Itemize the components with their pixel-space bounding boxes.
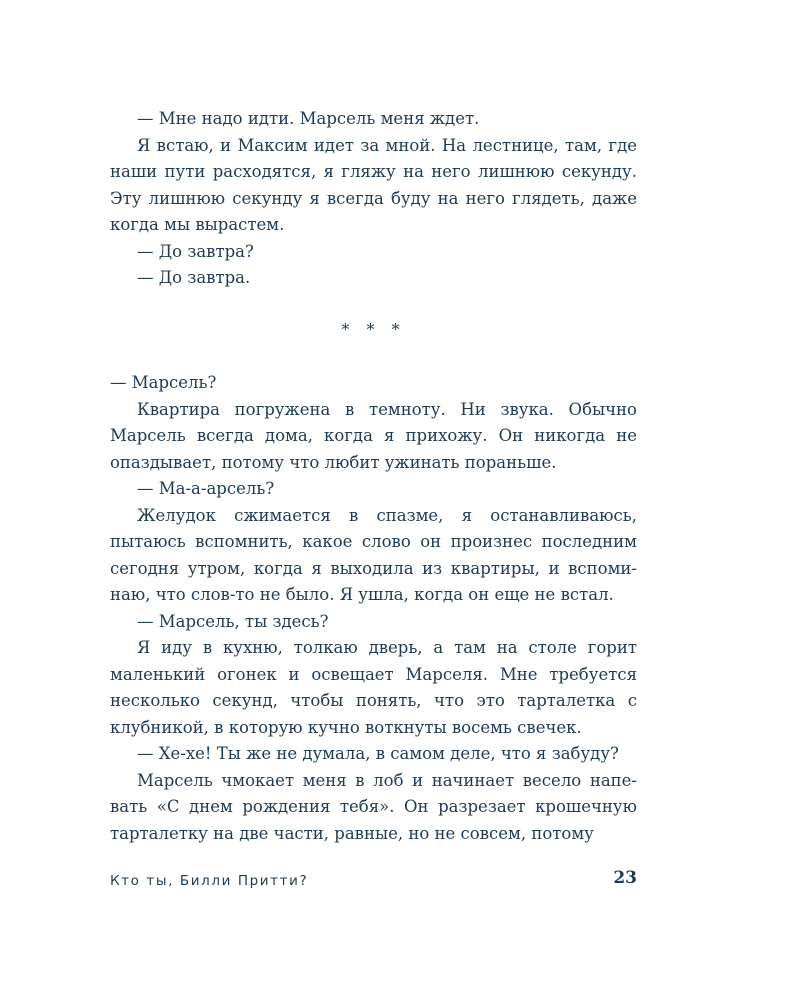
paragraph: — До завтра? xyxy=(137,241,254,261)
text-block-bottom xyxy=(110,370,637,847)
paragraph: — Ма-а-арсель? xyxy=(137,479,275,498)
paragraph: — Мне надо идти. Марсель меня ждет. xyxy=(137,109,480,128)
paragraph: — Марсель? xyxy=(110,373,217,392)
text-block-top xyxy=(110,106,637,292)
page-number: 23 xyxy=(613,868,637,888)
paragraph: Квартира погружена в темноту. Ни звука. Обычно Марсель всегда дома, когда я прихожу. Он никогда не опаздывает, потому что любит ужинать пораньше. xyxy=(110,399,637,472)
paragraph: Я иду в кухню, толкаю дверь, а там на столе горит маленький огонек и освещает Марселя. Мне требуется несколько секунд, чтобы понять, что это тарталетка с клубникой, в которую кучно воткнуты восемь свечек. xyxy=(110,638,637,737)
paragraph: Я встаю, и Максим идет за мной. На лестнице, там, где наши пути расходятся, я гляжу на него лишнюю секунду. Эту лишнюю секунду я всегда буду на него глядеть, даже когда мы вырастем. xyxy=(110,135,637,234)
paragraph: Желудок сжимается в спазме, я останавливаюсь, пытаюсь вспомнить, какое слово он произнес последним сегодня утром, когда я выходила из квартиры, и вспоминаю, что слов-то не было. Я ушла, когда он еще не встал. xyxy=(110,505,637,604)
paragraph: Марсель чмокает меня в лоб и начинает весело напевать «С днем рождения тебя». Он разрезает крошечную тарталетку на две части, равные, но не совсем, потому xyxy=(110,770,637,843)
running-footer-book-title: Кто ты, Билли Притти? xyxy=(110,873,309,889)
paragraph: — Хе-хе! Ты же не думала, в самом деле, что я забуду? xyxy=(137,744,619,763)
section-separator: * * * xyxy=(341,320,406,339)
paragraph: — До завтра. xyxy=(137,268,251,287)
paragraph: — Марсель, ты здесь? xyxy=(137,611,329,631)
